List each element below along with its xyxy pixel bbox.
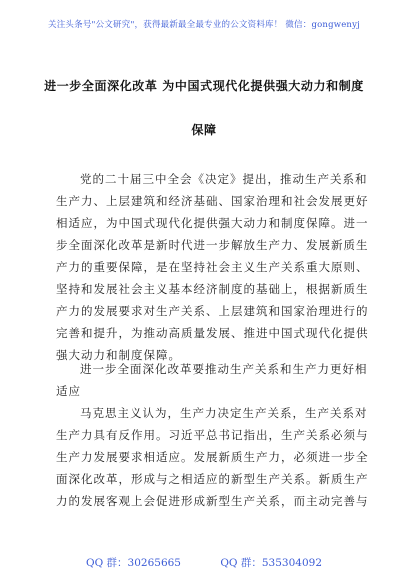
- paragraph-line: 产力的发展要求对生产关系、上层建筑和国家治理进行的: [56, 304, 369, 318]
- paragraph-line: 步全面深化改革是新时代进一步解放生产力、发展新质生: [56, 238, 369, 252]
- paragraph-line: 坚持和发展社会主义基本经济制度的基础上，根据新质生: [56, 282, 369, 296]
- document-title-line-1: 进一步全面深化改革 为中国式现代化提供强大动力和制度: [44, 79, 364, 93]
- header-promo-note: 关注头条号"公文研究"，获得最新最全最专业的公文资料库！ 微信：gongwenyj: [48, 20, 360, 30]
- paragraph-line: 相适应，为中国式现代化提供强大动力和制度保障。进一: [56, 216, 369, 230]
- footer-qq-group-1: QQ 群：30265665: [85, 557, 181, 569]
- paragraph-line: 力的发展客观上会促进形成新型生产关系，而主动完善与: [56, 494, 369, 508]
- paragraph-3: [56, 402, 369, 512]
- paragraph-line: 生产力、上层建筑和经济基础、国家治理和社会发展更好: [56, 194, 369, 208]
- paragraph-line: 面深化改革，形成与之相适应的新型生产关系。新质生产: [56, 472, 369, 486]
- paragraph-line: 适应: [56, 384, 81, 398]
- footer-contact: [0, 555, 408, 570]
- paragraph-line: 马克思主义认为，生产力决定生产关系，生产关系对: [80, 406, 368, 420]
- document-title-line-2: 保障: [191, 123, 217, 137]
- paragraph-1: [56, 168, 369, 366]
- paragraph-line: 生产力具有反作用。习近平总书记指出，生产关系必须与: [56, 428, 369, 442]
- paragraph-line: 强大动力和制度保障。: [56, 348, 181, 362]
- paragraph-line: 党的二十届三中全会《决定》提出，推动生产关系和: [80, 172, 368, 186]
- paragraph-line: 生产力发展要求相适应。发展新质生产力，必须进一步全: [56, 450, 369, 464]
- paragraph-line: 产力的重要保障，是在坚持社会主义生产关系重大原则、: [56, 260, 369, 274]
- paragraph-2: [56, 358, 368, 402]
- paragraph-line: 完善和提升，为推动高质量发展、推进中国式现代化提供: [56, 326, 369, 340]
- footer-qq-group-2: QQ 群：535304092: [220, 557, 323, 569]
- paragraph-line: 进一步全面深化改革要推动生产关系和生产力更好相: [80, 362, 368, 376]
